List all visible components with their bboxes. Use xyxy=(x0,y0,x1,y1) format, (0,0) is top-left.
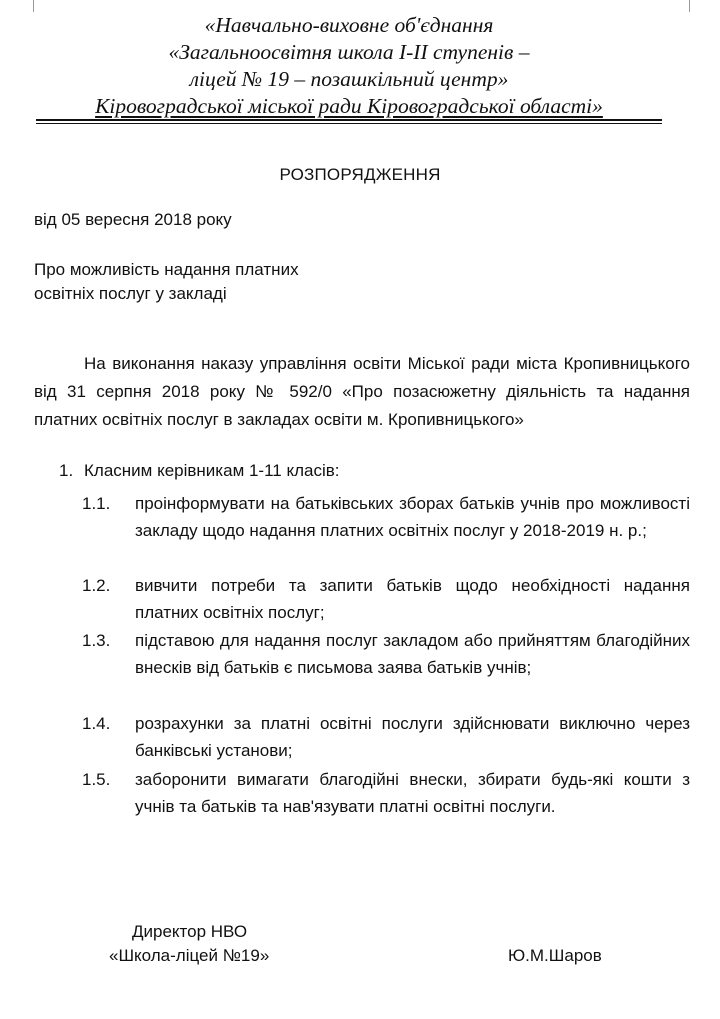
sub-item-1-3 xyxy=(82,627,690,681)
left-margin-mark xyxy=(33,0,34,12)
signature-position-line-1: Директор НВО xyxy=(132,922,248,941)
sub-item-1-2 xyxy=(82,572,690,626)
sub-item-text: підставою для надання послуг закладом або прийняттям благодійних внесків від батьків є письмова заява батьків учнів; xyxy=(135,631,690,677)
document-subject xyxy=(34,258,299,306)
letterhead-line-4: Кіровоградської міської ради Кіровоградської області» xyxy=(95,94,603,118)
subject-line-1: Про можливість надання платних xyxy=(34,260,299,279)
preamble-paragraph: На виконання наказу управління освіти Міської ради міста Кропивницького від 31 серпня 2018 року № 592/0 «Про позасюжетну діяльність та надання платних освітніх послуг в закладах освіти м. Кропивницького» xyxy=(34,354,690,429)
subject-line-2: освітніх послуг у закладі xyxy=(34,284,227,303)
list-item-text: Класним керівникам 1-11 класів: xyxy=(84,461,340,480)
letterhead-line-2: «Загальноосвітня школа І-ІІ ступенів – xyxy=(168,40,530,64)
sub-item-text: розрахунки за платні освітні послуги здійснювати виключно через банківські установи; xyxy=(135,714,690,760)
sub-item-number: 1.3. xyxy=(82,631,111,650)
document-title: РОЗПОРЯДЖЕННЯ xyxy=(279,165,441,184)
letterhead-rule-thin xyxy=(36,123,662,124)
sub-item-text: заборонити вимагати благодійні внески, збирати будь-які кошти з учнів та батьків та нав'язувати платні освітні послуги. xyxy=(135,770,690,816)
signature-position xyxy=(33,920,269,968)
document-date: від 05 вересня 2018 року xyxy=(34,210,232,229)
letterhead xyxy=(36,12,662,120)
sub-item-text: вивчити потреби та запити батьків щодо необхідності надання платних освітніх послуг; xyxy=(135,576,690,622)
letterhead-line-1: «Навчально-виховне об'єднання xyxy=(204,13,494,37)
sub-item-number: 1.5. xyxy=(82,770,111,789)
signature-name: Ю.М.Шаров xyxy=(508,946,602,965)
letterhead-rule-thick xyxy=(36,119,662,121)
sub-item-1-4 xyxy=(82,710,690,764)
sub-item-number: 1.1. xyxy=(82,494,111,513)
sub-item-text: проінформувати на батьківських зборах батьків учнів про можливості закладу щодо надання платних освітніх послуг у 2018-2019 н. р.; xyxy=(135,494,690,540)
sub-item-1-5 xyxy=(82,766,690,820)
sub-item-1-1 xyxy=(82,490,690,544)
signature-position-line-2: «Школа-ліцей №19» xyxy=(109,946,270,965)
list-item-1 xyxy=(59,461,340,481)
sub-item-number: 1.2. xyxy=(82,576,111,595)
right-margin-mark xyxy=(689,0,690,12)
sub-item-number: 1.4. xyxy=(82,714,111,733)
letterhead-line-3: ліцей № 19 – позашкільний центр» xyxy=(189,67,509,91)
list-item-number: 1. xyxy=(59,461,74,480)
